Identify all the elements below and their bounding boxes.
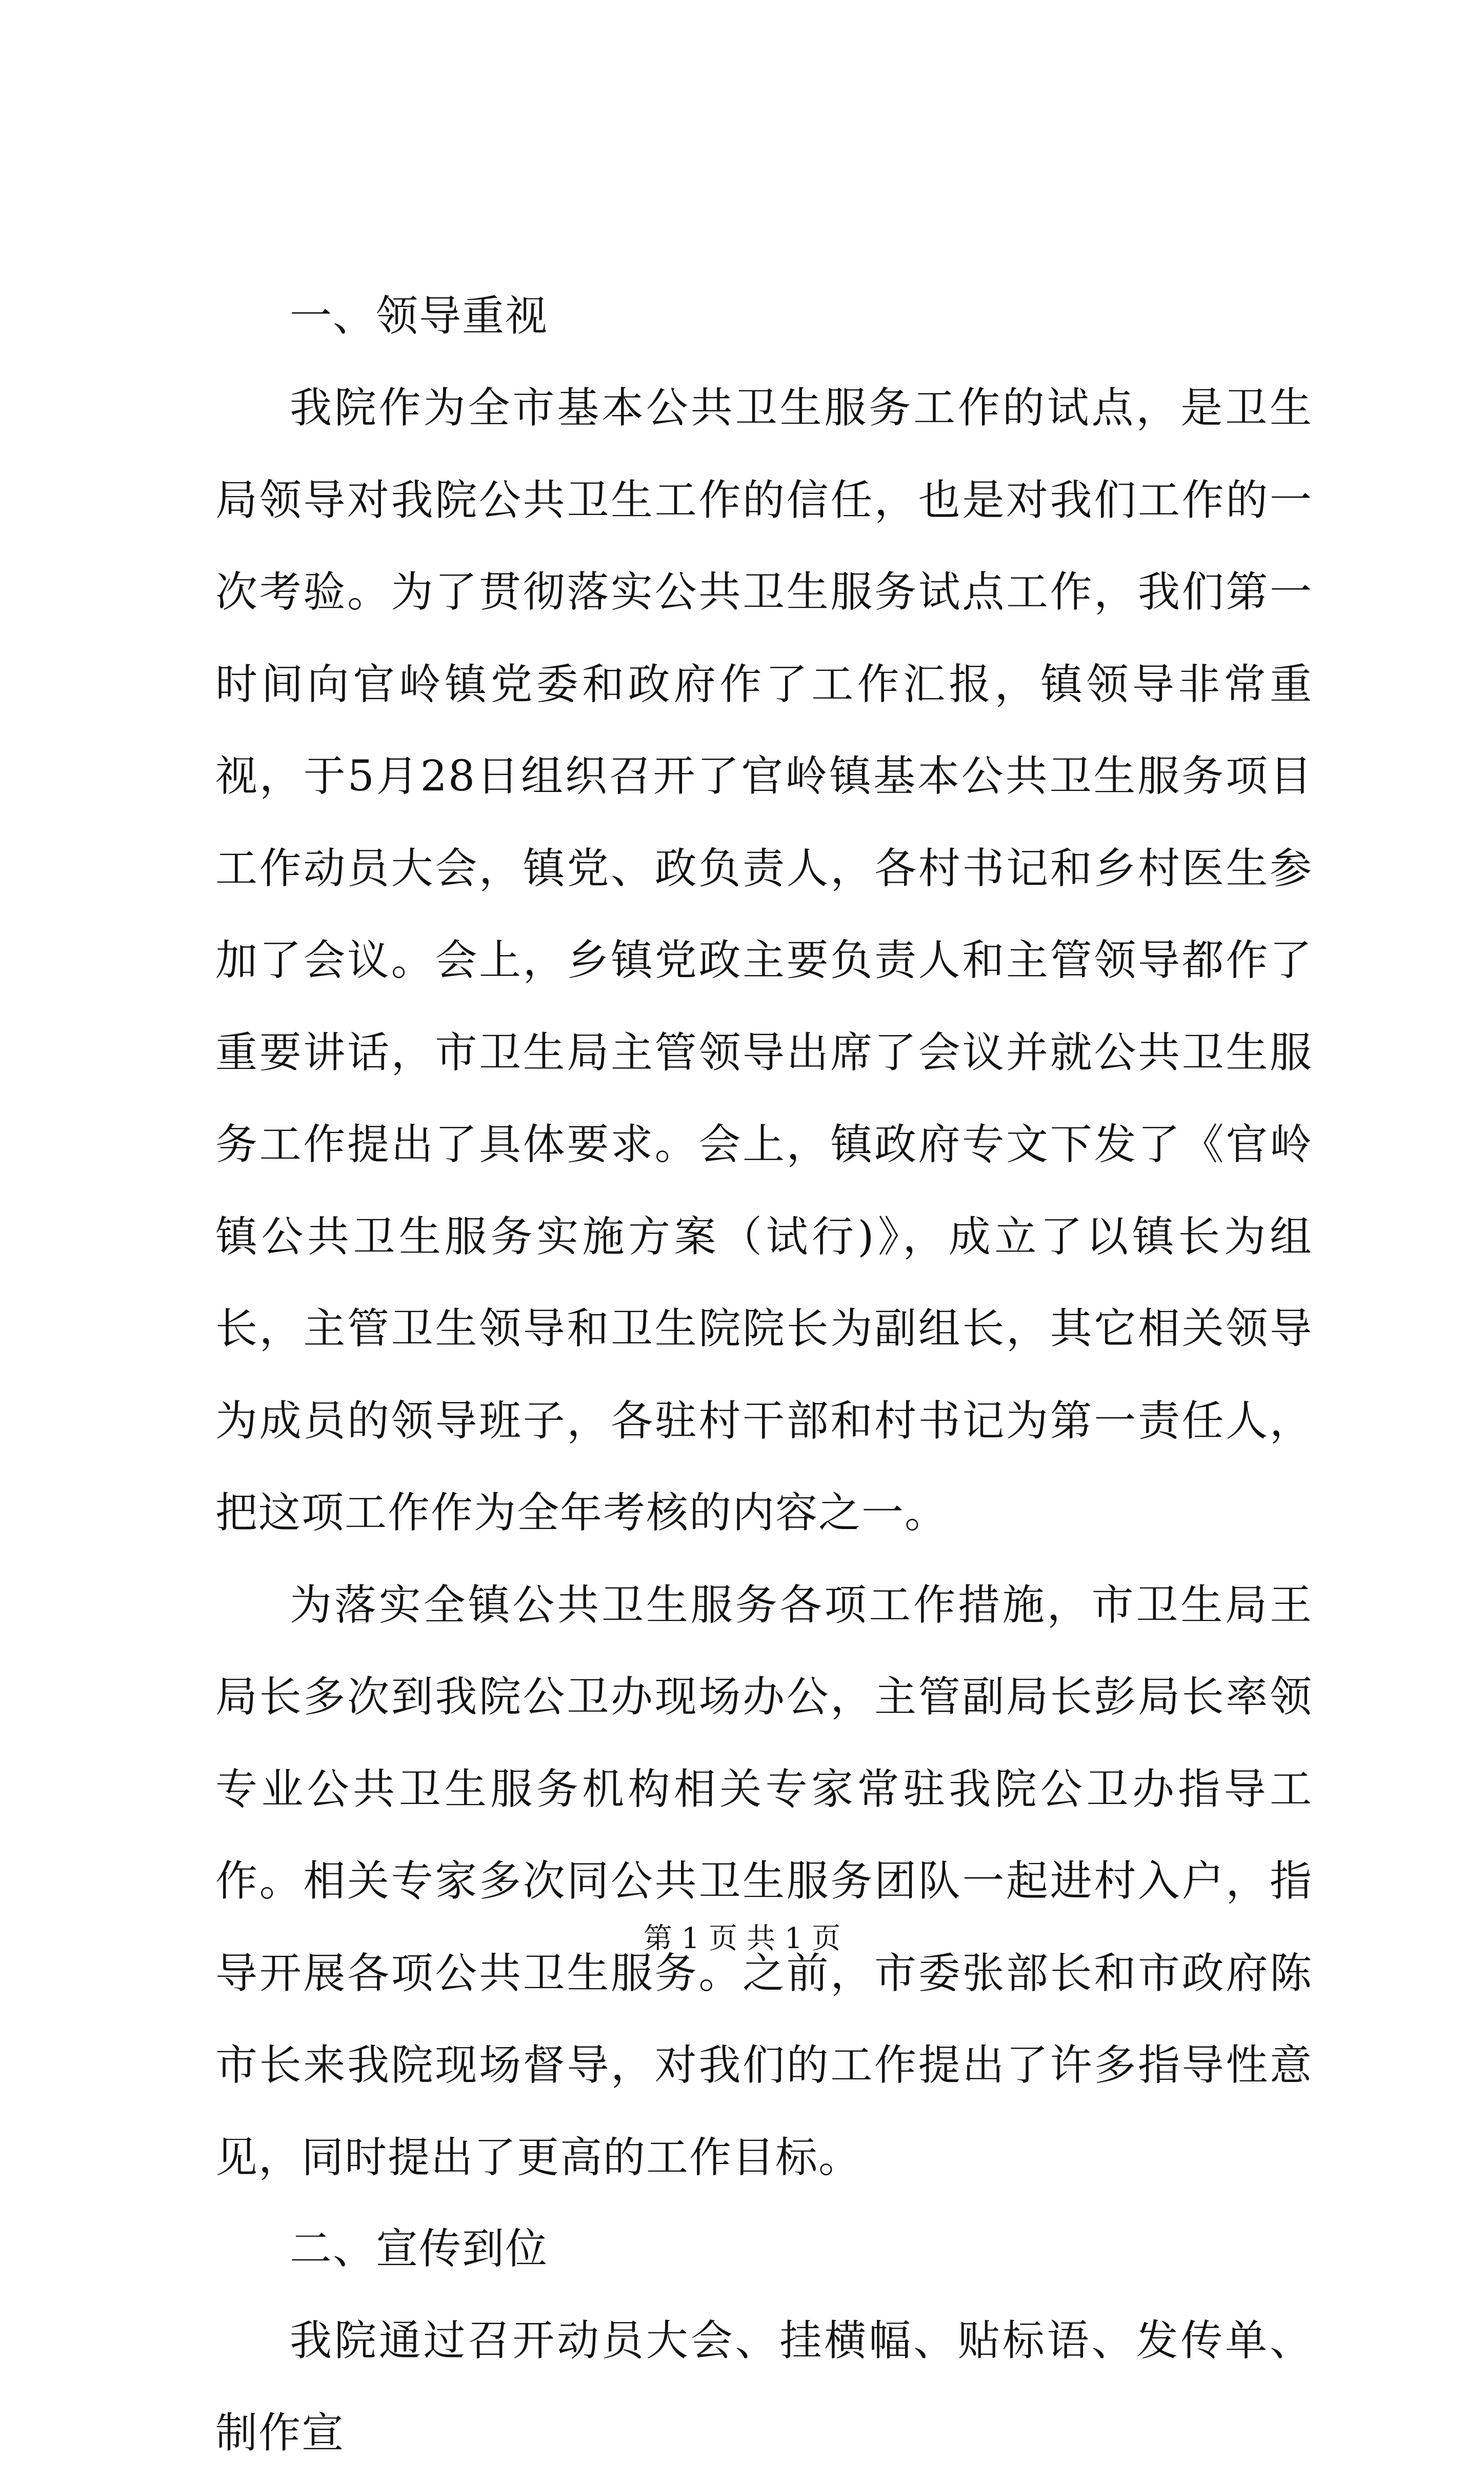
paragraph-publicity-1: 我院通过召开动员大会、挂横幅、贴标语、发传单、制作宣 xyxy=(215,2316,1313,2457)
document-body xyxy=(215,271,1313,2479)
section-heading-leadership: 一、领导重视 xyxy=(290,292,549,341)
paragraph-leadership-2: 为落实全镇公共卫生服务各项工作措施，市卫生局王局长多次到我院公卫办现场办公，主管副局长彭局长率领专业公共卫生服务机构相关专家常驻我院公卫办指导工作。相关专家多次同公共卫生服务团队一起进村入户，指导开展各项公共卫生服务。之前，市委张部长和市政府陈市长来我院现场督导，对我们的工作提出了许多指导性意见，同时提出了更高的工作目标。 xyxy=(215,1580,1313,2182)
paragraph-leadership-1: 我院作为全市基本公共卫生服务工作的试点，是卫生局领导对我院公共卫生工作的信任，也是对我们工作的一次考验。为了贯彻落实公共卫生服务试点工作，我们第一时间向官岭镇党委和政府作了工作汇报，镇领导非常重视，于5月28日组织召开了官岭镇基本公共卫生服务项目工作动员大会，镇党、政负责人，各村书记和乡村医生参加了会议。会上，乡镇党政主要负责人和主管领导都作了重要讲话，市卫生局主管领导出席了会议并就公共卫生服务工作提出了具体要求。会上，镇政府专文下发了《官岭镇公共卫生服务实施方案（试行)》，成立了以镇长为组长，主管卫生领导和卫生院院长为副组长，其它相关领导为成员的领导班子，各驻村干部和村书记为第一责任人，把这项工作作为全年考核的内容之一。 xyxy=(215,384,1313,1537)
page-footer: 第 1 页 共 1 页 xyxy=(643,1922,841,1955)
section-heading-publicity: 二、宣传到位 xyxy=(290,2225,549,2273)
